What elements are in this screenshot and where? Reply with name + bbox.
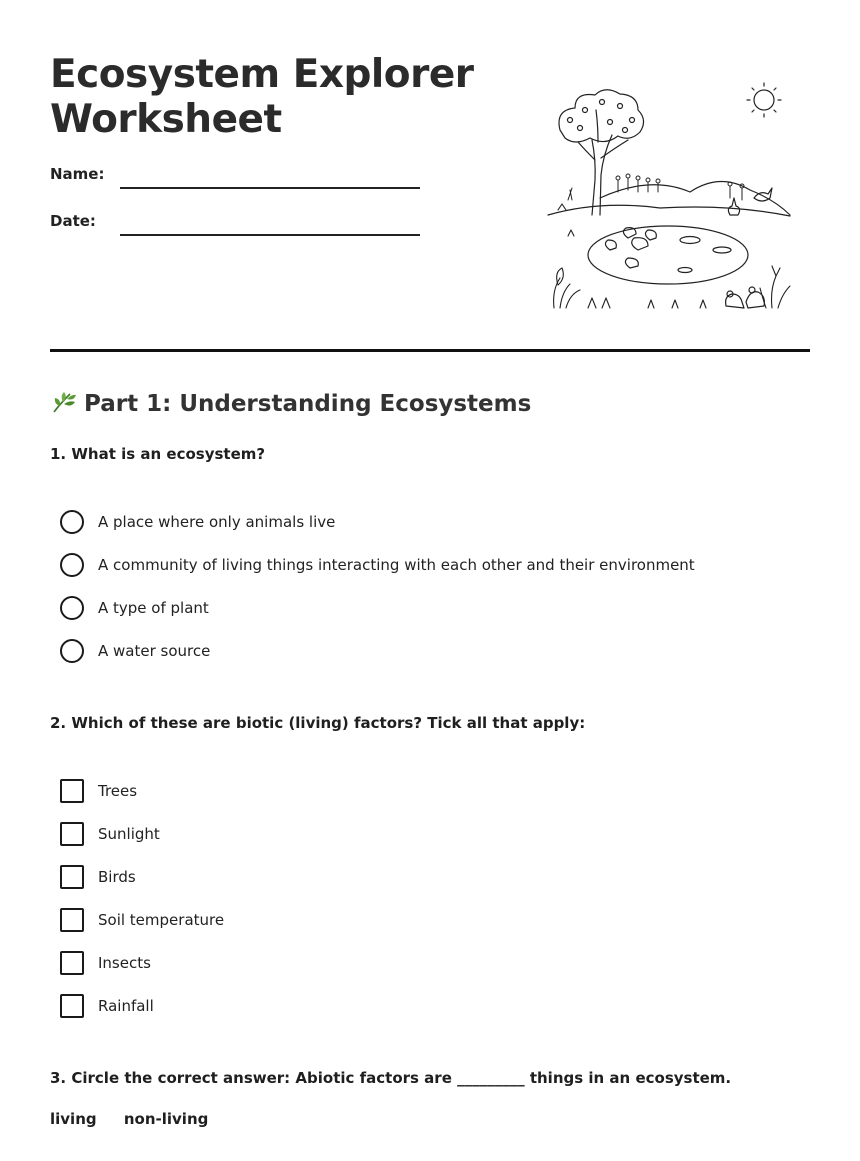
option-label: Insects [98, 954, 151, 972]
part1-heading-text: Part 1: Understanding Ecosystems [84, 391, 532, 417]
radio-button[interactable] [60, 510, 84, 534]
checkbox[interactable] [60, 865, 84, 889]
part1-heading [50, 388, 531, 417]
q1-option-2[interactable] [60, 552, 695, 578]
worksheet-title [50, 52, 490, 142]
date-field[interactable] [120, 234, 420, 236]
radio-button[interactable] [60, 639, 84, 663]
q2-option-sunlight[interactable] [60, 821, 160, 847]
radio-button[interactable] [60, 596, 84, 620]
name-label: Name: [50, 165, 105, 183]
q2-option-soil-temperature[interactable] [60, 907, 224, 933]
sun-icon [747, 83, 781, 117]
option-label: Birds [98, 868, 136, 886]
checkbox[interactable] [60, 822, 84, 846]
radio-button[interactable] [60, 553, 84, 577]
q2-option-birds[interactable] [60, 864, 136, 890]
checkbox[interactable] [60, 908, 84, 932]
option-label: Trees [98, 782, 138, 800]
title-line-2: Worksheet [50, 97, 282, 142]
name-field[interactable] [120, 187, 420, 189]
question-3: 3. Circle the correct answer: Abiotic factors are _________ things in an ecosystem. [50, 1069, 732, 1087]
q1-option-1[interactable] [60, 509, 335, 535]
option-label: A type of plant [98, 599, 209, 617]
checkbox[interactable] [60, 994, 84, 1018]
option-label: Sunlight [98, 825, 160, 843]
option-label: A community of living things interacting with each other and their environment [98, 556, 695, 574]
option-label: A place where only animals live [98, 513, 336, 531]
q2-option-insects[interactable] [60, 950, 151, 976]
checkbox[interactable] [60, 951, 84, 975]
title-line-1: Ecosystem Explorer [50, 52, 474, 97]
q2-option-rainfall[interactable] [60, 993, 154, 1019]
checkbox[interactable] [60, 779, 84, 803]
q3-choice-non-living[interactable]: non-living [123, 1110, 209, 1128]
option-label: Rainfall [98, 997, 154, 1015]
pond-icon [588, 226, 748, 284]
section-divider [50, 349, 810, 352]
option-label: Soil temperature [98, 911, 225, 929]
question-2: 2. Which of these are biotic (living) factors? Tick all that apply: [50, 714, 586, 732]
option-label: A water source [98, 642, 211, 660]
question-1: 1. What is an ecosystem? [50, 445, 266, 463]
date-label: Date: [50, 212, 96, 230]
q3-choices [50, 1110, 230, 1128]
pond-ecosystem-illustration [540, 80, 800, 315]
q3-choice-living[interactable]: living [50, 1110, 97, 1128]
q1-option-3[interactable] [60, 595, 209, 621]
q2-option-trees[interactable] [60, 778, 137, 804]
leaf-icon [50, 388, 78, 416]
q1-option-4[interactable] [60, 638, 210, 664]
